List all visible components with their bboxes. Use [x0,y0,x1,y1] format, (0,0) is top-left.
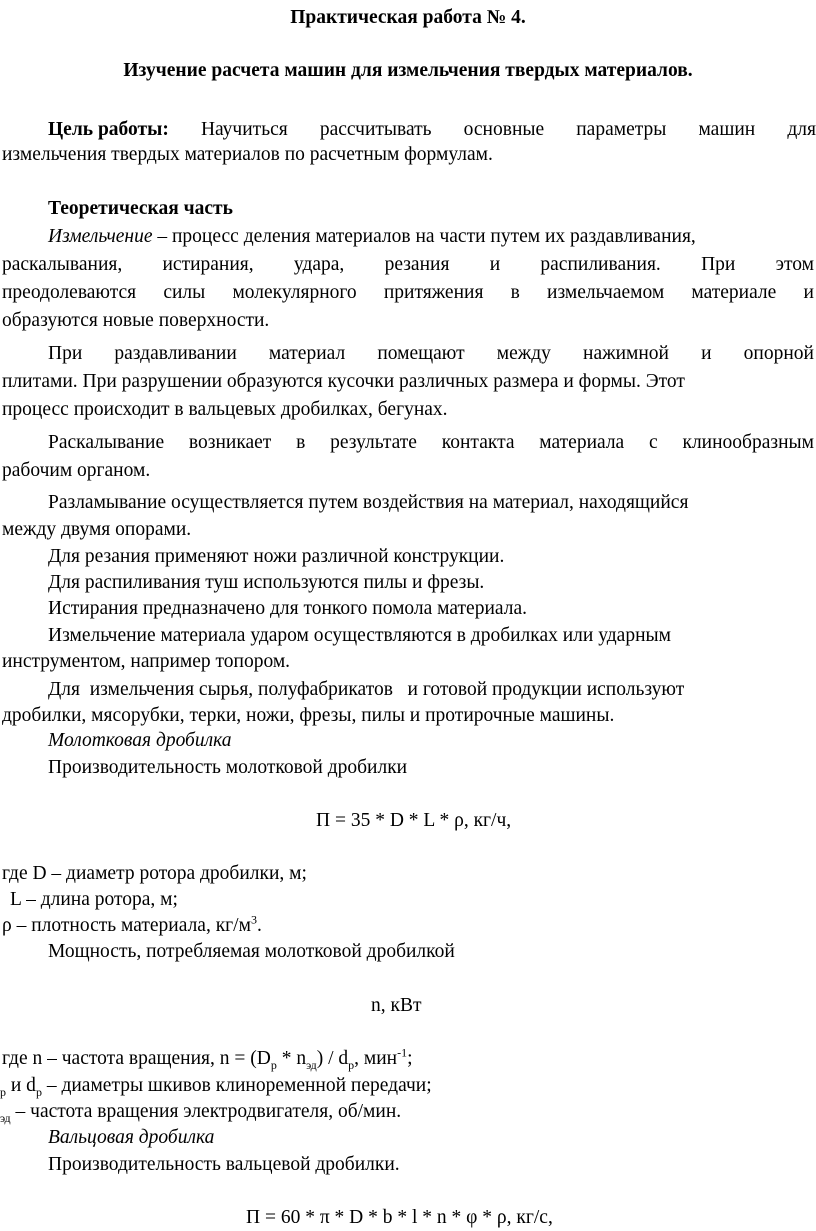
roller-productivity: Производительность вальцевой дробилки. [48,1154,400,1175]
theory-p1-line2: раскалывания, истирания, удара, резания и распиливания. При этом [2,254,814,275]
theory-p8-line1: Измельчение материала ударом осуществляются в дробилках или ударным [48,625,671,646]
roller-formula: П = 60 * π * D * b * l * n * φ * ρ, кг/с, [246,1207,553,1228]
goal-line-2: измельчения твердых материалов по расчетным формулам. [2,144,493,165]
theory-p2-line3: процесс происходит в вальцевых дробилках, бегунах. [2,399,448,420]
hammer-heading: Молотковая дробилка [48,730,232,751]
theory-p9-line2: дробилки, мясорубки, терки, ножи, фрезы, пилы и протирочные машины. [2,705,615,726]
goal-line-1: Цель работы: Научиться рассчитывать основные параметры машин для [48,119,816,140]
power-formula: n, кВт [371,995,422,1016]
theory-p1-line4: образуются новые поверхности. [2,310,270,331]
roller-heading: Вальцовая дробилка [48,1127,215,1148]
where-rho: ρ – плотность материала, $кг/м^3$. [2,912,262,936]
theory-p3-line1: Раскалывание возникает в результате контакта материала с клинообразным [48,432,814,453]
page-subtitle: Изучение расчета машин для измельчения твердых материалов. [123,60,693,81]
theory-p2-line2: плитами. При разрушении образуются кусочки различных размера и формы. Этот [2,371,685,392]
theory-p2-line1: При раздавливании материал помещают между нажимной и опорной [48,343,814,364]
page-title: Практическая работа № 4. [290,7,526,28]
where-d: где D – диаметр ротора дробилки, м; [2,863,307,884]
where-l: L – длина ротора, м; [10,889,178,910]
theory-heading: Теоретическая часть [48,198,233,219]
n-definition: где n – частота вращения, $n = (D_р * n_{эд}) / d_р$, мин$^{-1}$; [2,1045,413,1072]
term-grinding: Измельчение [48,226,153,247]
theory-p7: Истирания предназначено для тонкого помола материала. [48,598,527,619]
pulley-definition: $_р$ и $d_р$ – диаметры шкивов клиноременной передачи; [0,1075,432,1099]
theory-p4-line1: Разламывание осуществляется путем воздействия на материал, находящийся [48,492,689,513]
hammer-power: Мощность, потребляемая молотковой дробилкой [48,941,455,962]
theory-p8-line2: инструментом, например топором. [2,651,291,672]
theory-p1-line3: преодолеваются силы молекулярного притяжения в измельчаемом материале и [2,282,814,303]
theory-p9-line1: Для измельчения сырья, полуфабрикатов и готовой продукции используют [48,679,685,700]
theory-p1-line1: Измельчение – процесс деления материалов на части путем их раздавливания, [48,226,696,247]
theory-p6: Для распиливания туш используются пилы и фрезы. [48,572,485,593]
motor-definition: $_{эд}$ – частота вращения электродвигателя, об/мин. [0,1101,402,1125]
goal-label: Цель работы: [48,119,169,140]
theory-p5: Для резания применяют ножи различной конструкции. [48,546,505,567]
hammer-formula: П = 35 * D * L * ρ, кг/ч, [316,810,512,831]
theory-p3-line2: рабочим органом. [2,460,151,481]
theory-p4-line2: между двумя опорами. [2,519,192,540]
hammer-productivity: Производительность молотковой дробилки [48,757,408,778]
